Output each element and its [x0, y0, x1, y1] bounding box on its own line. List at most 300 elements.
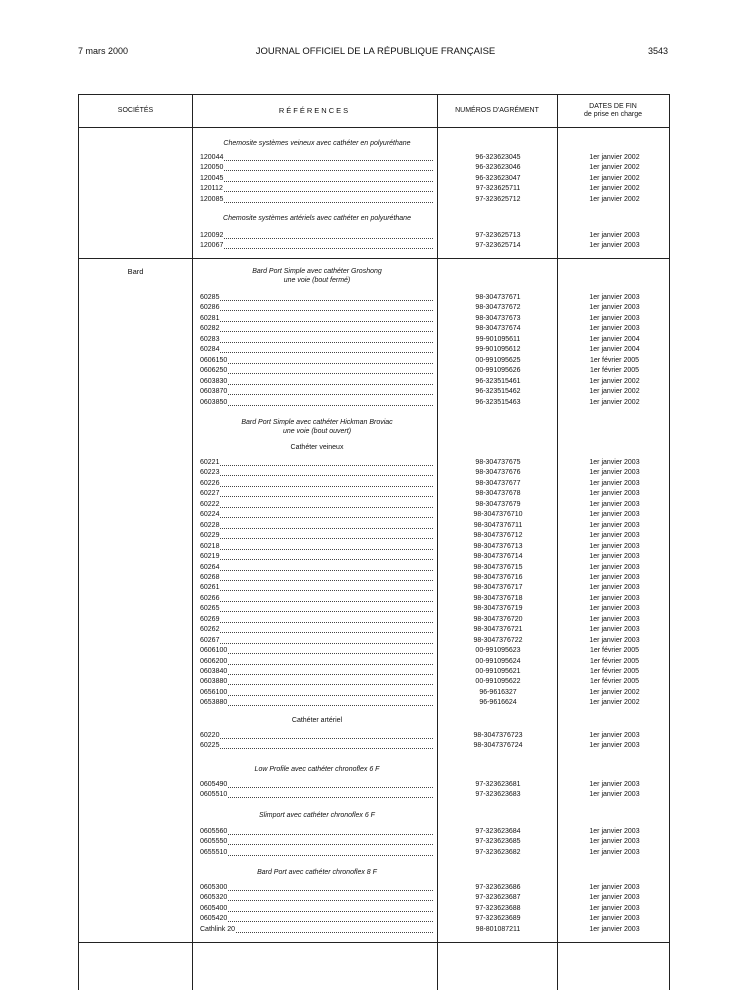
dot-leader: [220, 573, 433, 581]
reference-value: 60219: [200, 553, 220, 561]
approval-number-cell: 98-3047376717: [473, 584, 523, 592]
end-date-cell: 1er janvier 2003: [589, 511, 640, 519]
reference-value: 60265: [200, 605, 220, 613]
dot-leader: [228, 667, 433, 675]
reference-cell: [200, 780, 434, 790]
dot-leader: [228, 904, 433, 912]
reference-value: 0605400: [200, 904, 228, 912]
dot-leader: [220, 741, 433, 749]
reference-value: 0605510: [200, 791, 228, 799]
reference-cell: [200, 731, 434, 741]
end-date-cell: 1er janvier 2003: [589, 469, 640, 477]
end-date-cell: 1er janvier 2002: [589, 699, 640, 707]
approval-number-cell: 98-304737674: [475, 325, 521, 333]
column-header-dates-line1: DATES DE FIN: [589, 102, 637, 110]
subsection-title: Cathéter veineux: [290, 444, 344, 451]
approval-number-cell: 98-304737675: [475, 459, 521, 466]
end-date-cell: 1er janvier 2002: [589, 164, 640, 172]
reference-cell: [200, 521, 434, 531]
table-row: [79, 677, 669, 688]
approval-number-cell: 98-3047376724: [473, 742, 523, 750]
end-date-cell: 1er janvier 2003: [589, 904, 640, 912]
reference-value: 60262: [200, 626, 220, 634]
table-row: [79, 153, 669, 164]
table-row: [79, 552, 669, 563]
table-row: [79, 925, 669, 936]
approval-number-cell: 97-323625712: [475, 195, 521, 203]
table-row: [79, 366, 669, 377]
reference-value: 0603850: [200, 398, 228, 406]
table-row: [79, 521, 669, 532]
approval-number-cell: 98-3047376711: [473, 521, 523, 529]
approval-number-cell: 98-304737678: [475, 490, 521, 498]
table-row: [79, 231, 669, 242]
reference-value: 0606250: [200, 367, 228, 375]
reference-value: 60284: [200, 346, 220, 354]
end-date-cell: 1er janvier 2003: [589, 838, 640, 846]
table-row: [79, 573, 669, 584]
dot-leader: [228, 646, 433, 654]
end-date-cell: 1er janvier 2003: [589, 732, 640, 739]
dot-leader: [220, 303, 433, 311]
reference-value: 60261: [200, 584, 220, 592]
table-row: [79, 563, 669, 574]
approval-number-cell: 98-304737672: [475, 304, 521, 312]
reference-value: 60283: [200, 335, 220, 343]
table-row: [79, 883, 669, 894]
dot-leader: [228, 780, 433, 788]
dot-leader: [220, 458, 433, 466]
dot-leader: [228, 848, 433, 856]
dot-leader: [220, 531, 433, 539]
reference-value: 60281: [200, 314, 220, 322]
end-date-cell: 1er janvier 2003: [589, 314, 640, 322]
end-date-cell: 1er janvier 2003: [589, 542, 640, 550]
reference-value: 0603830: [200, 377, 228, 385]
reference-value: 60268: [200, 573, 220, 581]
dot-leader: [236, 925, 433, 933]
reference-value: 120045: [200, 174, 224, 182]
reference-cell: [200, 646, 434, 656]
end-date-cell: 1er janvier 2004: [589, 346, 640, 354]
reference-value: 60228: [200, 521, 220, 529]
reference-value: 0606200: [200, 657, 228, 665]
section-title: Chemosite systèmes artériels avec cathéter en polyuréthane: [223, 215, 411, 222]
reference-cell: [200, 615, 434, 625]
reference-cell: [200, 303, 434, 313]
dot-leader: [228, 914, 433, 922]
approval-number-cell: 98-3047376722: [473, 636, 523, 644]
table-row: [79, 398, 669, 409]
end-date-cell: 1er février 2005: [589, 367, 640, 375]
approval-number-cell: 96-323623047: [475, 174, 521, 182]
approval-number-cell: 98-801087211: [475, 925, 521, 933]
table-row: [79, 293, 669, 304]
table-row: [79, 904, 669, 915]
reference-cell: [200, 377, 434, 387]
dot-leader: [220, 521, 433, 529]
end-date-cell: 1er janvier 2003: [589, 584, 640, 592]
end-date-cell: 1er janvier 2003: [589, 894, 640, 902]
table-row: [79, 636, 669, 647]
dot-leader: [228, 688, 433, 696]
table-row: [79, 195, 669, 206]
column-header-numeros: NUMÉROS D'AGRÉMENT: [455, 106, 539, 114]
reference-cell: [200, 542, 434, 552]
reference-value: 0605420: [200, 915, 228, 923]
reference-cell: [200, 241, 434, 251]
column-header-societes: SOCIÉTÉS: [117, 106, 154, 114]
section-title: Bard Port avec cathéter chronoflex 8 F: [257, 869, 377, 876]
end-date-cell: 1er janvier 2003: [589, 490, 640, 498]
approval-number-cell: 97-323623689: [475, 915, 521, 923]
dot-leader: [228, 790, 433, 798]
reference-value: 0603880: [200, 678, 228, 686]
end-date-cell: 1er janvier 2003: [589, 848, 640, 856]
section-subtitle: une voie (bout ouvert): [282, 428, 352, 435]
reference-value: 60267: [200, 636, 220, 644]
reference-cell: [200, 468, 434, 478]
reference-value: 60222: [200, 500, 220, 508]
dot-leader: [228, 366, 433, 374]
approval-number-cell: 96-323515461: [475, 377, 521, 385]
dot-leader: [220, 324, 433, 332]
table-row: [79, 324, 669, 335]
reference-cell: [200, 531, 434, 541]
reference-cell: [200, 314, 434, 324]
reference-value: 60223: [200, 469, 220, 477]
dot-leader: [220, 345, 433, 353]
table-row: [79, 667, 669, 678]
reference-value: 60224: [200, 511, 220, 519]
dot-leader: [220, 335, 433, 343]
reference-cell: [200, 657, 434, 667]
reference-value: 60229: [200, 532, 220, 540]
reference-value: 0606150: [200, 356, 228, 364]
approval-number-cell: 97-323623681: [475, 781, 521, 788]
column-header-references: RÉFÉRENCES: [278, 105, 351, 115]
approval-number-cell: 00-991095626: [475, 367, 521, 375]
end-date-cell: 1er janvier 2002: [589, 388, 640, 396]
reference-value: 120085: [200, 195, 224, 203]
dot-leader: [220, 583, 433, 591]
reference-value: 60264: [200, 563, 220, 571]
approval-number-cell: 00-991095622: [475, 678, 521, 686]
end-date-cell: 1er janvier 2003: [589, 459, 640, 466]
dot-leader: [224, 163, 433, 171]
section-title: Low Profile avec cathéter chronoflex 6 F: [254, 766, 380, 773]
reference-cell: [200, 387, 434, 397]
table-row: [79, 731, 669, 742]
end-date-cell: 1er janvier 2003: [589, 553, 640, 561]
end-date-cell: 1er février 2005: [589, 678, 640, 686]
table-row: [79, 615, 669, 626]
end-date-cell: 1er janvier 2002: [589, 174, 640, 182]
end-date-cell: 1er janvier 2003: [589, 532, 640, 540]
end-date-cell: 1er janvier 2003: [589, 594, 640, 602]
dot-leader: [228, 657, 433, 665]
table-row: [79, 688, 669, 699]
dot-leader: [220, 552, 433, 560]
reference-cell: [200, 174, 434, 184]
approval-number-cell: 98-304737676: [475, 469, 521, 477]
dot-leader: [220, 604, 433, 612]
approval-number-cell: 97-323623686: [475, 884, 521, 891]
dot-leader: [224, 241, 433, 249]
end-date-cell: 1er janvier 2003: [589, 521, 640, 529]
table-row: [79, 241, 669, 252]
dot-leader: [228, 387, 433, 395]
column-header-dates-line2: de prise en charge: [584, 110, 642, 118]
reference-cell: [200, 636, 434, 646]
end-date-cell: 1er janvier 2003: [589, 925, 640, 933]
table-row: [79, 303, 669, 314]
table-row: [79, 698, 669, 709]
dot-leader: [220, 615, 433, 623]
end-date-cell: 1er janvier 2003: [589, 884, 640, 891]
table-row: [79, 741, 669, 752]
end-date-cell: 1er janvier 2004: [589, 335, 640, 343]
end-date-cell: 1er janvier 2002: [589, 398, 640, 406]
reference-value: 60218: [200, 542, 220, 550]
end-date-cell: 1er février 2005: [589, 647, 640, 655]
approval-number-cell: 98-3047376716: [473, 573, 523, 581]
approval-number-cell: 98-3047376713: [473, 542, 523, 550]
reference-cell: [200, 790, 434, 800]
reference-value: 0605300: [200, 884, 228, 891]
table-header-border: [79, 127, 669, 128]
reference-value: 0603840: [200, 668, 228, 675]
table-row: [79, 500, 669, 511]
reference-cell: [200, 827, 434, 837]
reference-cell: [200, 345, 434, 355]
reference-cell: [200, 293, 434, 303]
reference-cell: [200, 231, 434, 241]
section-title: Bard Port Simple avec cathéter Groshong: [252, 268, 382, 275]
reference-cell: [200, 837, 434, 847]
reference-cell: [200, 848, 434, 858]
reference-cell: [200, 510, 434, 520]
end-date-cell: 1er janvier 2003: [589, 828, 640, 835]
table-row: [79, 174, 669, 185]
section-title: Bard Port Simple avec cathéter Hickman Broviac: [241, 419, 393, 426]
dot-leader: [228, 377, 433, 385]
reference-cell: [200, 573, 434, 583]
reference-value: 60226: [200, 479, 220, 487]
reference-cell: [200, 552, 434, 562]
end-date-cell: 1er janvier 2003: [589, 615, 640, 623]
dot-leader: [228, 837, 433, 845]
reference-value: 120044: [200, 154, 224, 161]
reference-cell: [200, 583, 434, 593]
end-date-cell: 1er janvier 2003: [589, 304, 640, 312]
table-row: [79, 604, 669, 615]
reference-cell: [200, 925, 434, 935]
end-date-cell: 1er janvier 2003: [589, 479, 640, 487]
table-row: [79, 377, 669, 388]
table-row: [79, 914, 669, 925]
reference-value: 0605550: [200, 838, 228, 846]
dot-leader: [220, 489, 433, 497]
table-row: [79, 345, 669, 356]
reference-cell: [200, 398, 434, 408]
dot-leader: [224, 184, 433, 192]
reference-cell: [200, 677, 434, 687]
end-date-cell: 1er janvier 2003: [589, 325, 640, 333]
products-table: [78, 94, 670, 990]
table-row: [79, 594, 669, 605]
reference-cell: [200, 625, 434, 635]
approval-number-cell: 97-323625714: [475, 242, 521, 250]
reference-cell: [200, 893, 434, 903]
table-row: [79, 583, 669, 594]
table-row: [79, 458, 669, 469]
approval-number-cell: 00-991095625: [475, 356, 521, 364]
approval-number-cell: 98-3047376721: [473, 626, 523, 634]
approval-number-cell: 97-323623687: [475, 894, 521, 902]
reference-cell: [200, 489, 434, 499]
dot-leader: [228, 398, 433, 406]
approval-number-cell: 98-304737679: [475, 500, 521, 508]
section-subtitle: une voie (bout fermé): [283, 277, 351, 284]
reference-value: 60286: [200, 304, 220, 312]
end-date-cell: 1er janvier 2003: [589, 232, 640, 239]
dot-leader: [220, 731, 433, 739]
section-title: Slimport avec cathéter chronoflex 6 F: [259, 812, 375, 819]
end-date-cell: 1er janvier 2002: [589, 377, 640, 385]
approval-number-cell: 98-304737671: [475, 294, 521, 301]
approval-number-cell: 96-323623046: [475, 164, 521, 172]
approval-number-cell: 96-323515463: [475, 398, 521, 406]
approval-number-cell: 98-304737677: [475, 479, 521, 487]
table-bottom-border: [79, 942, 669, 943]
page-date: 7 mars 2000: [78, 46, 129, 56]
reference-cell: [200, 153, 434, 163]
reference-value: 60269: [200, 615, 220, 623]
dot-leader: [220, 563, 433, 571]
end-date-cell: 1er janvier 2003: [589, 626, 640, 634]
end-date-cell: 1er février 2005: [589, 668, 640, 675]
reference-cell: [200, 163, 434, 173]
approval-number-cell: 97-323623682: [475, 848, 521, 856]
column-header-dates: [557, 94, 669, 127]
dot-leader: [220, 479, 433, 487]
approval-number-cell: 99-901095611: [475, 335, 521, 343]
reference-cell: [200, 741, 434, 751]
dot-leader: [224, 153, 433, 161]
approval-number-cell: 00-991095623: [475, 647, 521, 655]
table-row: [79, 646, 669, 657]
end-date-cell: 1er janvier 2003: [589, 573, 640, 581]
reference-cell: [200, 335, 434, 345]
reference-value: 60282: [200, 325, 220, 333]
end-date-cell: 1er janvier 2003: [589, 294, 640, 301]
approval-number-cell: 98-3047376710: [473, 511, 523, 519]
table-row: [79, 314, 669, 325]
reference-cell: [200, 500, 434, 510]
reference-cell: [200, 883, 434, 893]
dot-leader: [220, 542, 433, 550]
approval-number-cell: 98-304737673: [475, 314, 521, 322]
table-row: [79, 827, 669, 838]
table-row: [79, 657, 669, 668]
reference-value: 60227: [200, 490, 220, 498]
end-date-cell: 1er janvier 2003: [589, 500, 640, 508]
approval-number-cell: 97-323625713: [475, 232, 521, 239]
approval-number-cell: 99-901095612: [475, 346, 521, 354]
reference-value: 0605320: [200, 894, 228, 902]
reference-value: 60221: [200, 459, 220, 466]
dot-leader: [220, 314, 433, 322]
reference-value: 0605490: [200, 781, 228, 788]
reference-value: Cathlink 20: [200, 925, 236, 933]
table-row: [79, 479, 669, 490]
company-divider: [79, 258, 669, 259]
reference-value: 60225: [200, 742, 220, 750]
reference-value: 60285: [200, 294, 220, 301]
reference-value: 120067: [200, 242, 224, 250]
approval-number-cell: 97-323623688: [475, 904, 521, 912]
reference-value: 0655510: [200, 848, 228, 856]
journal-title: JOURNAL OFFICIEL DE LA RÉPUBLIQUE FRANÇAISE: [255, 46, 496, 57]
approval-number-cell: 98-3047376719: [473, 605, 523, 613]
dot-leader: [228, 893, 433, 901]
end-date-cell: 1er janvier 2002: [589, 185, 640, 193]
table-row: [79, 848, 669, 859]
table-row: [79, 468, 669, 479]
approval-number-cell: 97-323623685: [475, 838, 521, 846]
dot-leader: [224, 174, 433, 182]
table-row: [79, 356, 669, 367]
dot-leader: [220, 594, 433, 602]
approval-number-cell: 98-3047376718: [473, 594, 523, 602]
approval-number-cell: 97-323623683: [475, 791, 521, 799]
dot-leader: [228, 827, 433, 835]
dot-leader: [224, 195, 433, 203]
section-title: Chemosite systèmes veineux avec cathéter en polyuréthane: [223, 140, 411, 147]
end-date-cell: 1er janvier 2003: [589, 636, 640, 644]
end-date-cell: 1er janvier 2002: [589, 688, 640, 696]
table-row: [79, 387, 669, 398]
table-row: [79, 837, 669, 848]
table-row: [79, 335, 669, 346]
page-number: 3543: [647, 46, 668, 56]
reference-value: 120050: [200, 164, 224, 172]
dot-leader: [220, 468, 433, 476]
reference-cell: [200, 195, 434, 205]
reference-cell: [200, 594, 434, 604]
reference-value: 0653880: [200, 699, 228, 707]
reference-cell: [200, 366, 434, 376]
table-row: [79, 184, 669, 195]
dot-leader: [228, 698, 433, 706]
end-date-cell: 1er janvier 2003: [589, 605, 640, 613]
reference-cell: [200, 604, 434, 614]
approval-number-cell: 96-9616624: [479, 699, 517, 707]
reference-value: 0603870: [200, 388, 228, 396]
approval-number-cell: 00-991095624: [475, 657, 521, 665]
dot-leader: [224, 231, 433, 239]
reference-value: 120112: [200, 185, 223, 193]
approval-number-cell: 00-991095621: [475, 668, 521, 675]
approval-number-cell: 98-3047376720: [473, 615, 523, 623]
reference-value: 0606100: [200, 647, 228, 655]
approval-number-cell: 98-3047376714: [473, 553, 523, 561]
reference-cell: [200, 356, 434, 366]
table-row: [79, 780, 669, 791]
reference-value: 120092: [200, 232, 224, 239]
reference-value: 60220: [200, 732, 220, 739]
